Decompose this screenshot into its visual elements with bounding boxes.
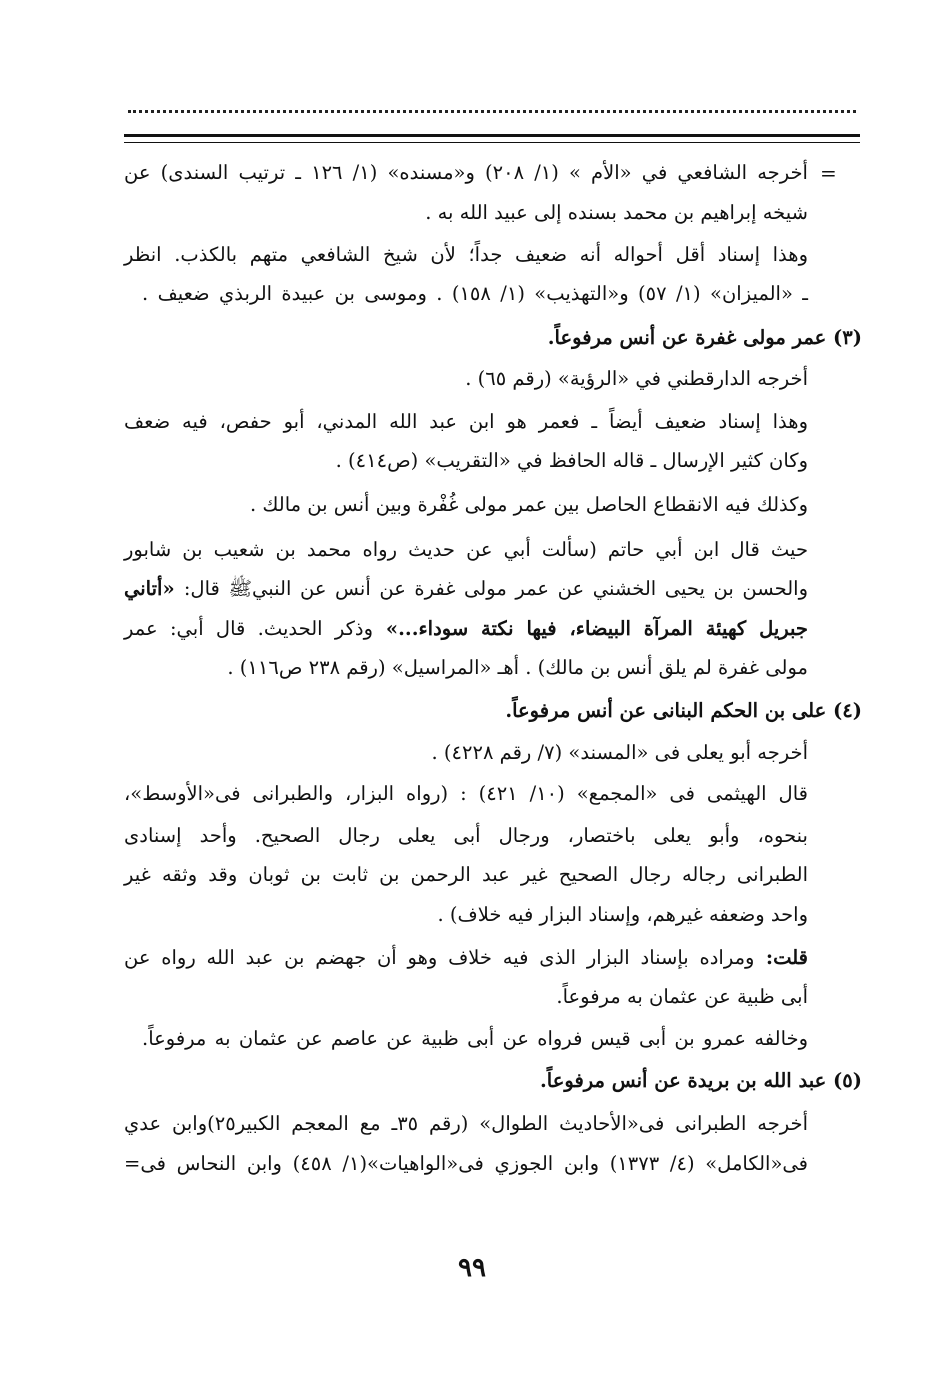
text-line	[124, 1147, 808, 1181]
text-line	[124, 1107, 808, 1141]
line-text: بنحوه، وأبو يعلى باختصار، ورجال أبى يعلى رجال الصحيح. وأحد إسنادى	[124, 824, 808, 847]
page-number: ٩٩	[458, 1253, 486, 1283]
header-rule-thick	[124, 134, 860, 137]
line-text: أخرجه الدارقطني في «الرؤية» (رقم ٦٥) .	[465, 367, 808, 390]
header-rule-thin	[124, 142, 860, 143]
text-line	[124, 612, 808, 646]
text-line	[540, 1064, 862, 1098]
bold-phrase: قلت:	[754, 946, 808, 969]
line-text: وخالفه عمرو بن أبى قيس فرواه عن أبى ظبية عن عاصم عن عثمان به مرفوعاً.	[142, 1027, 808, 1050]
line-text: الطبرانى رجاله رجال الصحيح غير عبد الرحمن بن ثابت بن ثوبان وقد وثقه غير	[124, 863, 808, 886]
text-line	[124, 405, 808, 439]
line-text: أخرجه الشافعي في «الأم » (١/ ٢٠٨) و«مسنده» (١/ ١٢٦ ـ ترتيب السندى) عن	[124, 161, 808, 184]
line-text: وكان كثير الإرسال ـ قاله الحافظ في «التقريب» (ص٤١٤) .	[335, 449, 808, 472]
line-text: حيث قال ابن أبي حاتم (سألت أبي عن حديث رواه محمد بن شعيب بن شابور	[124, 538, 808, 561]
line-text: وكذلك فيه الانقطاع الحاصل بين عمر مولى غُفْرة وبين أنس بن مالك .	[249, 493, 808, 516]
line-text: شيخه إبراهيم بن محمد بسنده إلى عبيد الله به .	[425, 201, 808, 224]
line-text: على بن الحكم البنانى عن أنس مرفوعاً.	[505, 699, 827, 722]
line-text: وذكر الحديث. قال أبي: عمر	[124, 617, 374, 640]
text-line	[465, 362, 808, 396]
item-number: (٤)	[826, 699, 862, 722]
line-text: فى«الكامل» (٤/ ١٣٧٣) وابن الجوزي فى«الواهيات»(١/ ٤٥٨) وابن النحاس فى=	[124, 1152, 808, 1175]
line-text: ومراده بإسناد البزار الذى فيه خلاف وهو أن جهضم بن عبد الله رواه عن	[124, 946, 755, 969]
text-line	[124, 238, 808, 272]
line-text: وهذا إسناد أقل أحواله أنه ضعيف جداً؛ لأن شيخ الشافعي متهم بالكذب. انظر	[124, 243, 808, 266]
bold-phrase: جبريل كهيئة المرآة البيضاء، فيها نكتة سوداء...»	[373, 617, 808, 640]
text-line	[124, 533, 808, 567]
text-line	[556, 980, 808, 1014]
line-text: واحد وضعفه غيرهم، وإسناد البزار فيه خلاف) .	[437, 903, 808, 926]
line-text: ـ «الميزان» (١/ ٥٧) و«التهذيب» (١/ ١٥٨) . وموسى بن عبيدة الربذي ضعيف .	[142, 282, 808, 305]
text-line	[432, 736, 808, 770]
line-text: والحسن بن يحيى الخشني عن عمر مولى غفرة عن أنس عن النبيﷺ قال:	[183, 577, 808, 600]
line-text: قال الهيثمى فى «المجمع» (١٠/ ٤٢١) : (رواه البزار، والطبرانى فى«الأوسط»،	[124, 782, 808, 805]
text-line	[124, 858, 808, 892]
text-line	[124, 156, 808, 190]
text-line	[142, 277, 808, 311]
text-line	[425, 196, 808, 230]
text-line	[505, 694, 862, 728]
text-line	[438, 898, 809, 932]
line-text: أبى ظبية عن عثمان به مرفوعاً.	[556, 985, 808, 1008]
text-line	[142, 1022, 808, 1056]
text-line	[548, 321, 862, 355]
continuation-mark: =	[820, 161, 837, 185]
bold-phrase: «أتاني	[124, 577, 184, 600]
line-text: عمر مولى غفرة عن أنس مرفوعاً.	[547, 326, 827, 349]
text-line	[227, 651, 808, 685]
dotted-separator	[128, 110, 856, 113]
text-line	[124, 941, 808, 975]
text-line	[124, 819, 808, 853]
line-text: وهذا إسناد ضعيف أيضاً ـ فعمر هو ابن عبد الله المدني، أبو حفص، فيه ضعف	[124, 410, 808, 433]
line-text: عبد الله بن بريدة عن أنس مرفوعاً.	[540, 1069, 827, 1092]
line-text: مولى غفرة لم يلق أنس بن مالك) . أهـ «المراسيل» (رقم ٢٣٨ ص١١٦) .	[227, 656, 808, 679]
text-line	[124, 572, 808, 606]
text-line	[336, 444, 808, 478]
text-line	[250, 488, 808, 522]
item-number: (٣)	[826, 326, 862, 349]
line-text: أخرجه أبو يعلى فى «المسند» (٧/ رقم ٤٢٢٨) .	[431, 741, 808, 764]
item-number: (٥)	[826, 1069, 862, 1092]
text-line	[124, 777, 808, 811]
line-text: أخرجه الطبرانى فى«الأحاديث الطوال» (رقم ٣٥ـ مع المعجم الكبير٢٥)وابن عدي	[124, 1112, 809, 1135]
